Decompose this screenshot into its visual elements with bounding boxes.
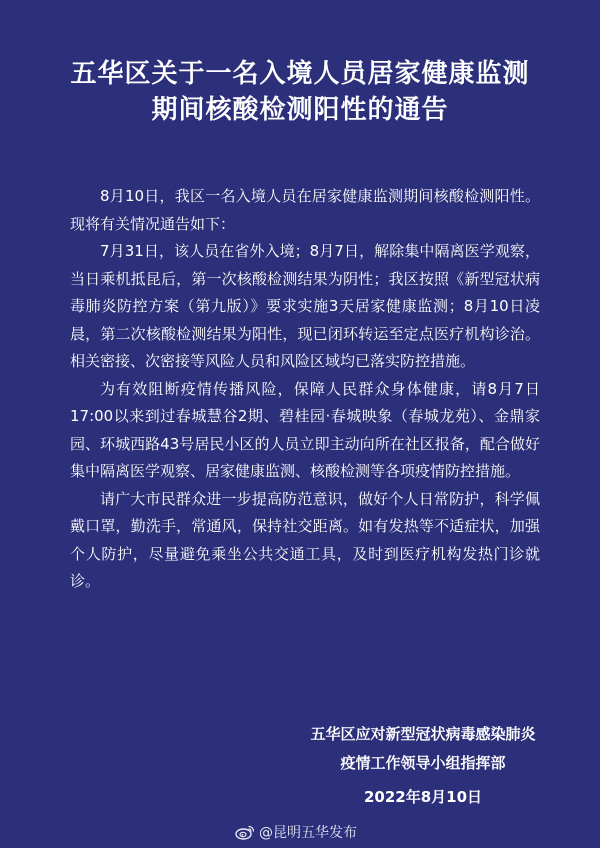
notice-title <box>0 56 600 128</box>
signature-organization-line-2: 疫情工作领导小组指挥部 <box>340 754 506 772</box>
watermark-text: @昆明五华发布 <box>259 825 357 841</box>
title-line-1: 五华区关于一名入境人员居家健康监测 <box>70 59 530 89</box>
weibo-watermark <box>235 822 357 842</box>
signature-organization-line-1: 五华区应对新型冠状病毒感染肺炎 <box>310 725 536 743</box>
notice-body <box>70 183 540 596</box>
paragraph-public-advice: 请广大市民群众进一步提高防范意识，做好个人日常防护，科学佩戴口罩，勤洗手，常通风，保持社交距离。如有发热等不适症状，加强个人防护，尽量避免乘坐公共交通工具，及时到医疗机构发热门诊就诊。 <box>70 489 540 590</box>
signature-date: 2022年8月10日 <box>363 788 483 806</box>
weibo-icon <box>235 824 255 840</box>
paragraph-case-details: 7月31日，该人员在省外入境；8月7日，解除集中隔离医学观察，当日乘机抵昆后，第一次核酸检测结果为阴性；我区按照《新型冠状病毒肺炎防控方案（第九版）》要求实施3天居家健康监测；8月10日凌晨，第二次核酸检测结果为阳性，现已闭环转运至定点医疗机构诊治。相关密接、次密接等风险人员和风险区域均已落实防控措施。 <box>70 242 540 370</box>
paragraph-intro: 8月10日，我区一名入境人员在居家健康监测期间核酸检测阳性。现将有关情况通告如下： <box>70 187 540 233</box>
title-line-2: 期间核酸检测阳性的通告 <box>151 95 449 125</box>
paragraph-reporting-request: 为有效阻断疫情传播风险，保障人民群众身体健康，请8月7日17:00以来到过春城慧谷2期、碧桂园·春城映象（春城龙苑）、金鼎家园、环城西路43号居民小区的人员立即主动向所在社区报备，配合做好集中隔离医学观察、居家健康监测、核酸检测等各项疫情防控措施。 <box>70 379 540 480</box>
